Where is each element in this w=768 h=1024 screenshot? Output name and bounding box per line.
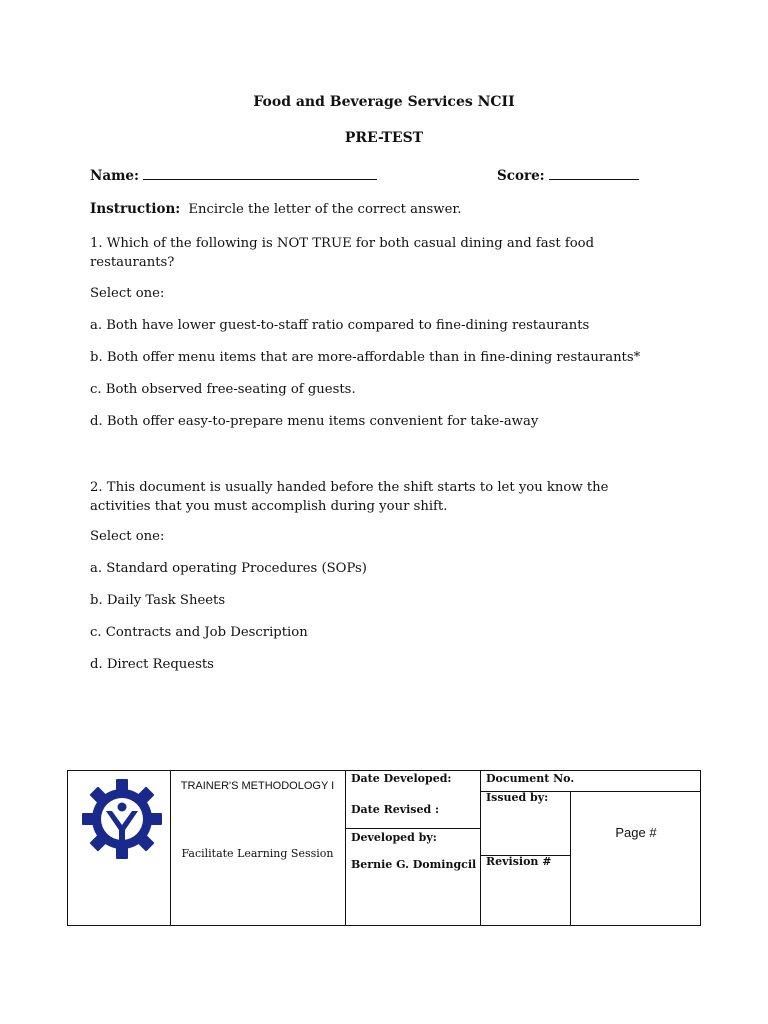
program-name: TRAINER'S METHODOLOGY I (180, 780, 335, 792)
document-footer-table (67, 770, 701, 926)
document-title: Food and Beverage Services NCII (253, 94, 515, 110)
revision-label: Revision # (486, 855, 552, 868)
gear-logo-icon (80, 777, 164, 861)
question-1-option-d: d. Both offer easy-to-prepare menu items convenient for take-away (90, 414, 539, 429)
document-no-label: Document No. (486, 772, 575, 785)
question-1-select: Select one: (90, 286, 165, 301)
tesda-logo (80, 777, 164, 861)
developer-name: Bernie G. Domingcil (351, 858, 477, 871)
date-revised-label: Date Revised : (351, 803, 440, 816)
instruction-text: Encircle the letter of the correct answer. (188, 202, 462, 217)
score-blank (549, 167, 639, 180)
name-field (90, 167, 377, 184)
question-2-option-a: a. Standard operating Procedures (SOPs) (90, 561, 367, 576)
score-field (497, 167, 639, 184)
date-developed-label: Date Developed: (351, 772, 452, 785)
instruction (90, 201, 461, 217)
question-1-text: 1. Which of the following is NOT TRUE for both casual dining and fast food restaurants? (90, 236, 595, 270)
question-2-option-b: b. Daily Task Sheets (90, 593, 226, 608)
document-subtitle: PRE-TEST (344, 130, 424, 146)
page-number: Page # (615, 825, 657, 840)
question-1-option-a: a. Both have lower guest-to-staff ratio compared to fine-dining restaurants (90, 318, 590, 333)
issued-by-label: Issued by: (486, 791, 549, 804)
question-2-option-c: c. Contracts and Job Description (90, 625, 308, 640)
instruction-label: Instruction: (90, 201, 181, 217)
name-blank (143, 167, 377, 180)
developed-by-label: Developed by: (351, 831, 437, 844)
question-1-option-b: b. Both offer menu items that are more-affordable than in fine-dining restaurants* (90, 350, 641, 365)
question-2-text: 2. This document is usually handed before the shift starts to let you know the activities that you must accomplish during your shift. (90, 480, 609, 514)
name-label: Name: (90, 168, 139, 184)
question-2-option-d: d. Direct Requests (90, 657, 214, 672)
module-name: Facilitate Learning Session (181, 847, 334, 860)
score-label: Score: (497, 168, 545, 184)
question-2-select: Select one: (90, 529, 165, 544)
question-1-option-c: c. Both observed free-seating of guests. (90, 382, 356, 397)
